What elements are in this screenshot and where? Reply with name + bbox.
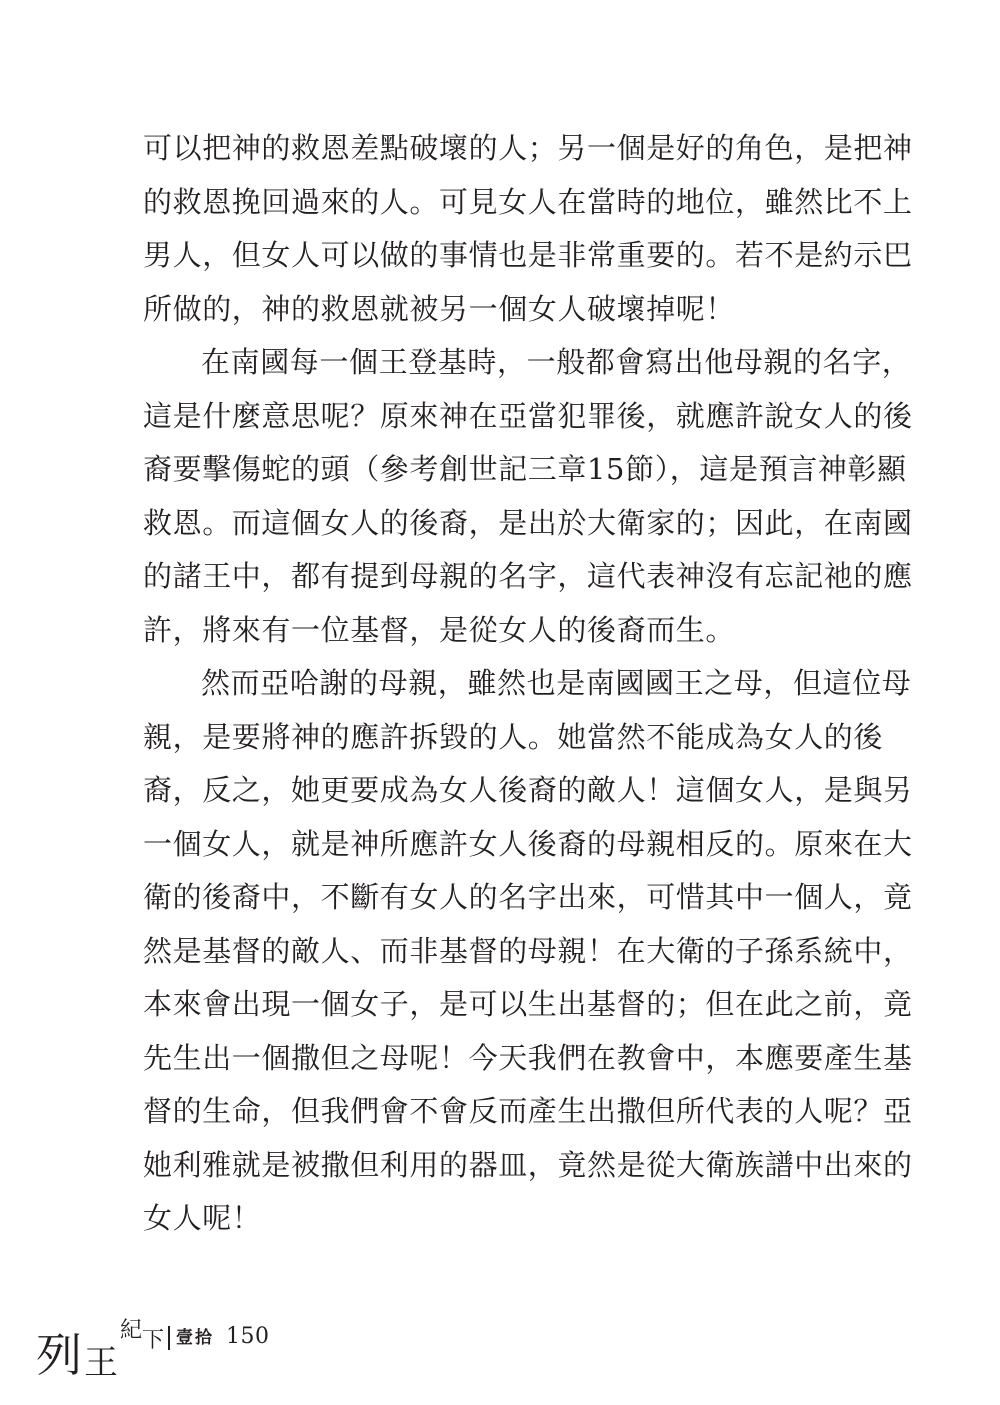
footer-divider	[168, 1326, 170, 1350]
paragraph-first-line: 然而亞哈謝的母親，雖然也是南國國王之母，但這位母	[201, 666, 912, 700]
text-line: 裔要擊傷蛇的頭（參考創世記三章15節），這是預言神彰顯	[143, 452, 907, 486]
text-line: 可以把神的救恩差點破壞的人；另一個是好的角色，是把神	[143, 131, 913, 165]
body-text	[143, 122, 913, 1246]
text-line: 衛的後裔中，不斷有女人的名字出來，可惜其中一個人，竟	[143, 880, 913, 914]
text-line: 一個女人，就是神所應許女人後裔的母親相反的。原來在大	[143, 826, 913, 861]
text-line: 然是基督的敵人、而非基督的母親！在大衛的子孫系統中，	[143, 933, 913, 968]
text-line: 男人，但女人可以做的事情也是非常重要的。若不是約示巴	[143, 238, 913, 272]
text-line: 所做的，神的救恩就被另一個女人破壞掉呢！	[143, 291, 736, 326]
text-line: 親，是要將神的應許拆毀的人。她當然不能成為女人的後	[143, 719, 884, 754]
book-title-char-1: 列	[36, 1328, 82, 1382]
text-line: 先生出一個撒但之母呢！今天我們在教會中，本應要產生基	[143, 1040, 913, 1075]
text-line: 她利雅就是被撒但利用的器皿，竟然是從大衛族譜中出來的	[143, 1147, 913, 1182]
text-line: 本來會出現一個女子，是可以生出基督的；但在此之前，竟	[143, 987, 913, 1021]
page-footer	[36, 1318, 270, 1383]
text-line: 救恩。而這個女人的後裔，是出於大衛家的；因此，在南國	[143, 505, 913, 540]
text-line: 的救恩挽回過來的人。可見女人在當時的地位，雖然比不上	[143, 184, 913, 219]
book-title-char-3: 紀	[120, 1318, 143, 1343]
chapter-label: 壹拾	[176, 1328, 215, 1348]
text-line: 的諸王中，都有提到母親的名字，這代表神沒有忘記祂的應	[143, 559, 913, 593]
book-volume: 下	[142, 1328, 165, 1353]
text-line: 督的生命，但我們會不會反而產生出撒但所代表的人呢？亞	[143, 1094, 913, 1128]
page-number: 150	[226, 1324, 270, 1349]
paragraph-first-line: 在南國每一個王登基時，一般都會寫出他母親的名字，	[201, 345, 912, 379]
text-line: 許，將來有一位基督，是從女人的後裔而生。	[143, 612, 736, 647]
text-line: 裔，反之，她更要成為女人後裔的敵人！這個女人，是與另	[143, 773, 913, 807]
text-line: 女人呢！	[143, 1201, 262, 1235]
text-line: 這是什麼意思呢？原來神在亞當犯罪後，就應許說女人的後	[143, 398, 913, 433]
book-title-char-2: 王	[84, 1343, 118, 1383]
